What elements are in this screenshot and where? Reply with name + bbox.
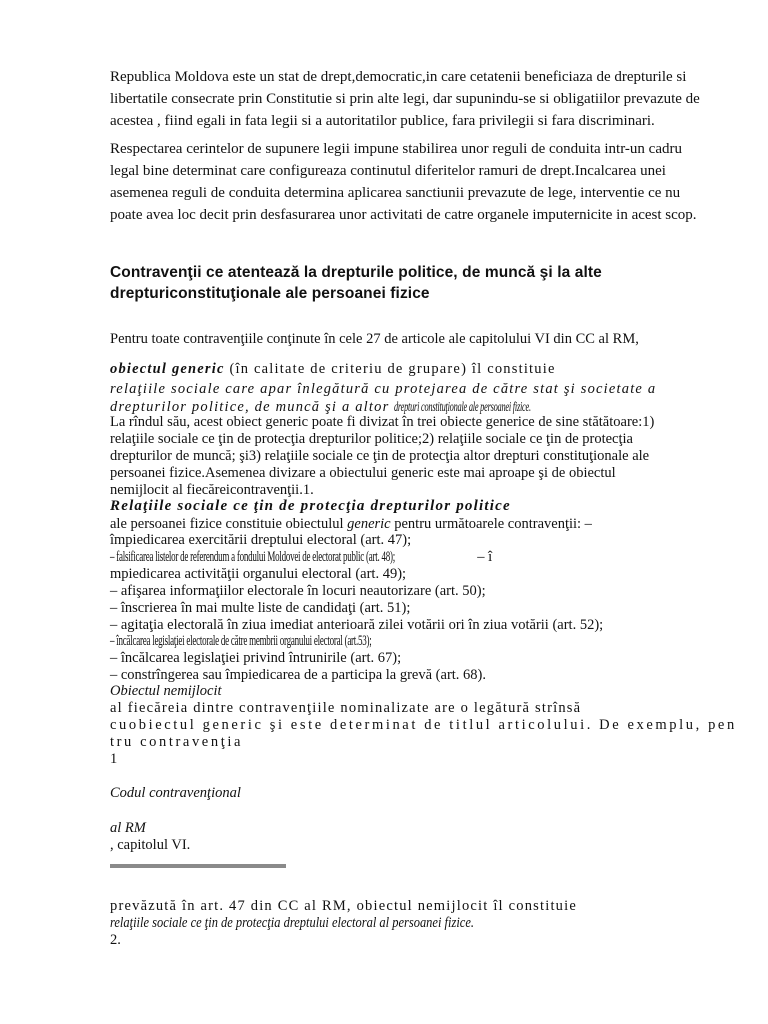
list-item: – înscrierea în mai multe liste de candidaţi (art. 51); — [110, 600, 411, 616]
footnote-number: 2. — [110, 932, 121, 948]
text-line: drepturilor politice, de muncă şi a altor drepturi constituţionale ale persoanei fizice. — [110, 399, 532, 415]
text-line: tru contravenţia — [110, 734, 243, 750]
generic-object-term: obiectul generic — [110, 361, 225, 377]
text-line: relaţiile sociale ce ţin de protecţia drepturilor politice;2) relaţiile sociale ce ţin de protecţia — [110, 431, 633, 447]
list-item: mpiedicarea activităţii organului electoral (art. 49); — [110, 566, 407, 582]
text-line: ale persoanei fizice constituie obiectulul generic pentru următoarele contravenţii: – — [110, 516, 592, 532]
list-item: – falsificarea listelor de referendum a fondului Moldovei de electorat public (art. 48); – î — [110, 549, 493, 565]
text-line: nemijlocit al fiecăreicontravenţii.1. — [110, 482, 314, 498]
text-line: al fiecăreia dintre contravenţiile nominalizate are o legătură strînsă — [110, 700, 582, 716]
list-item: – încălcarea legislaţiei electorale de către membrii organului electoral (art.53); — [110, 633, 372, 649]
footnote-number: 1 — [110, 751, 118, 767]
subsection-heading: Relaţiile sociale ce ţin de protecţia drepturilor politice — [110, 498, 511, 514]
text-line: Pentru toate contravenţiile conţinute în cele 27 de articole ale capitolului VI din CC al RM, — [110, 331, 639, 347]
list-item: – agitaţia electorală în ziua imediat anterioară zilei votării ori în ziua votării (art. 52); — [110, 617, 604, 633]
intro-paragraph-1: Republica Moldova este un stat de drept,democratic,in care cetatenii beneficiaza de drepturile si libertatile consecrate prin Constitutie si prin alte legi, dar supunindu-se si obligatiilor prevazute de acestea , fiind egali in fata legii si a autoritatilor publice, fara privilegii si fara discriminari. — [110, 69, 700, 129]
list-item: – afişarea informaţiilor electorale în locuri neautorizare (art. 50); — [110, 583, 486, 599]
text-line: prevăzută în art. 47 din CC al RM, obiectul nemijlocit îl constituie — [110, 898, 577, 914]
text-line: relaţiile sociale care apar înlegătură cu protejarea de către stat şi societate a — [110, 381, 657, 397]
list-item: – încălcarea legislaţiei privind întrunirile (art. 67); — [110, 650, 402, 666]
intro-paragraph-2: Respectarea cerintelor de supunere legii impune stabilirea unor reguli de conduita intr-un cadru legal bine determinat care configureaza continutul diferitelor ramuri de drept.Incalcarea unei asemenea reguli de conduita determina aplicarea sanctiunii prevazute de lege, interventie ce nu poate avea loc decit prin desfasurarea unor activitati de catre organele imputernicite in acest scop. — [110, 141, 697, 223]
text-line: La rîndul său, acest obiect generic poate fi divizat în trei obiecte generice de sine stătătoare:1) — [110, 414, 655, 430]
text-line: persoanei fizice.Asemenea divizare a obiectului generic este mai aproape şi de obiectul — [110, 465, 616, 481]
list-item: împiedicarea exercitării dreptului electoral (art. 47); — [110, 532, 412, 548]
text-line: obiectul generic (în calitate de criteriu de grupare) îl constituie — [110, 361, 556, 377]
section-heading: Contravenţii ce atentează la drepturile politice, de muncă şi la alte drepturiconstituţionale ale persoanei fizice — [110, 264, 602, 302]
footnote-divider — [110, 864, 286, 868]
list-item: – constrîngerea sau împiedicarea de a participa la grevă (art. 68). — [110, 667, 487, 683]
footnote-text: al RM — [110, 820, 146, 836]
text-line: relaţiile sociale ce ţin de protecţia dreptului electoral al persoanei fizice. — [110, 915, 474, 931]
text-line: drepturilor de muncă; şi3) relaţiile sociale ce ţin de protecţia altor drepturi constituţionale ale — [110, 448, 650, 464]
footnote-text: , capitolul VI. — [110, 837, 191, 853]
footnote-text: Codul contravenţional — [110, 785, 241, 801]
text-line: cuobiectul generic şi este determinat de titlul articolului. De exemplu, pen — [110, 717, 737, 733]
direct-object-term: Obiectul nemijlocit — [110, 683, 222, 699]
